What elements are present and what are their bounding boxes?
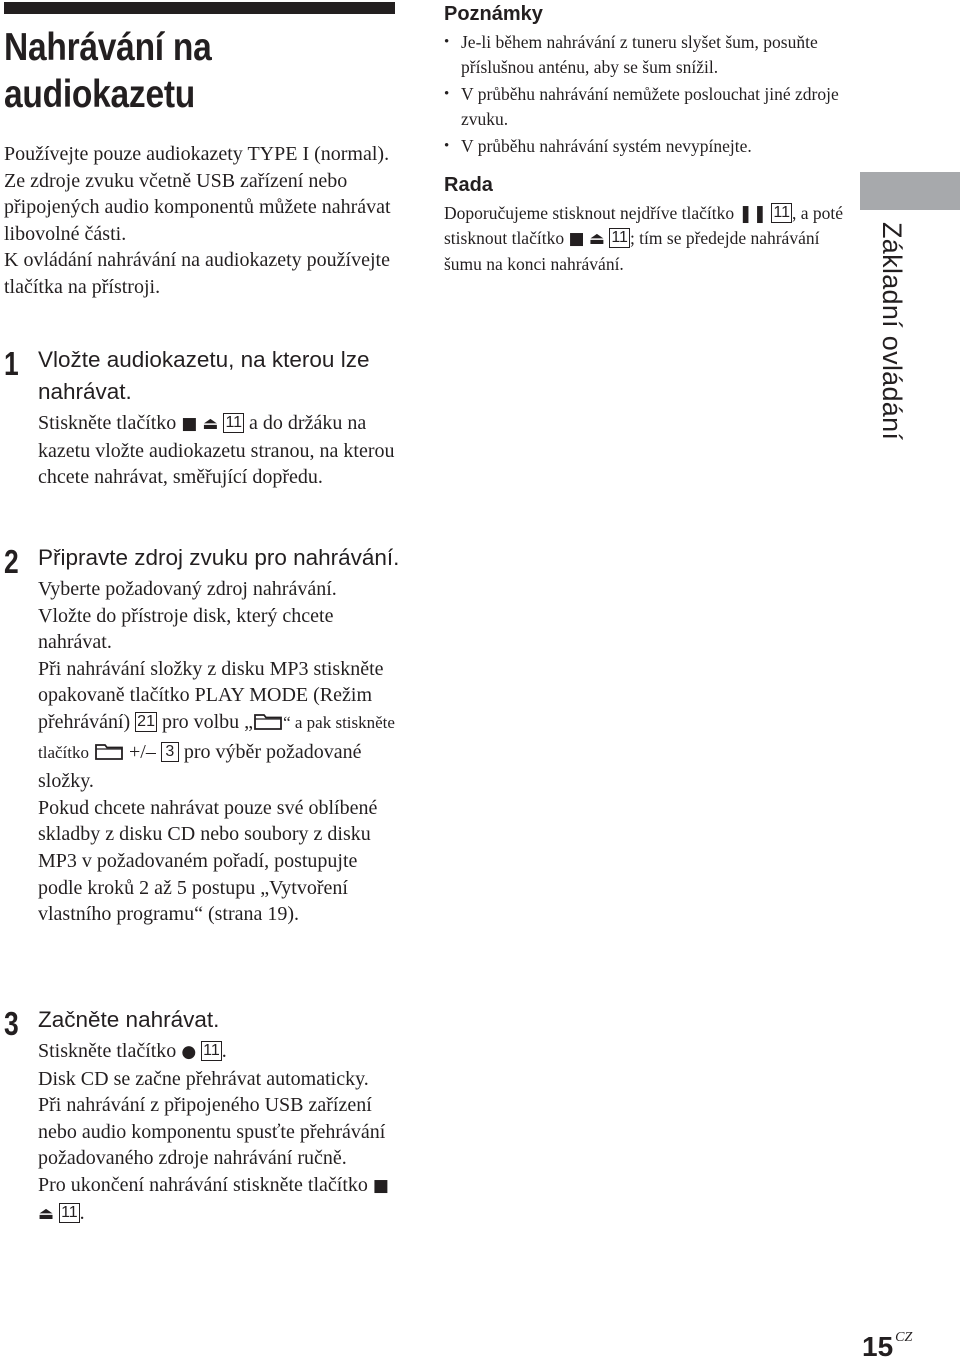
- hint-heading: Rada: [444, 173, 493, 196]
- record-icon: ●: [181, 1042, 197, 1062]
- section-tab: [860, 172, 960, 210]
- button-number: 11: [61, 1203, 78, 1221]
- step-2: [4, 542, 404, 928]
- intro-paragraph: Používejte pouze audiokazety TYPE I (normal).: [4, 143, 390, 165]
- eject-icon: ⏏: [588, 229, 605, 249]
- step-text: Pokud chcete nahrávat pouze své oblíbené skladby z disku CD nebo soubory z disku MP3 v požadovaném pořadí, postupujte podle kroků 2 až 5 postupu „Vytvoření vlastního programu“ (strana 19).: [38, 796, 378, 926]
- folder-icon: [94, 741, 124, 769]
- step-text: Disk CD se začne přehrávat automaticky.: [38, 1067, 369, 1090]
- button-number: 11: [773, 203, 791, 221]
- step-heading: Vložte audiokazetu, na kterou lze nahrávat.: [38, 347, 370, 404]
- step-text: Při nahrávání složky z disku MP3 stiskněte opakovaně tlačítko PLAY MODE (Režim přehrávání) 21 pro volbu „ “ a pak stiskněte tlačítko +/– 3 pro výběr požadované složky.: [38, 657, 395, 793]
- list-item: • Je-li během nahrávání z tuneru slyšet šum, posuňte příslušnou anténu, aby se šum snížil.: [444, 30, 844, 79]
- intro-text: [4, 141, 394, 300]
- step-3: [4, 1004, 404, 1227]
- page-number: 15 $^{CZ}$: [862, 1330, 913, 1362]
- button-number: 11: [611, 229, 628, 246]
- stop-icon: ■: [181, 414, 198, 434]
- step-body: [38, 576, 404, 928]
- list-item: • V průběhu nahrávání nemůžete poslouchat jiné zdroje zvuku.: [444, 82, 844, 131]
- step-heading: Začněte nahrávat.: [38, 1007, 220, 1032]
- eject-icon: ⏏: [38, 1203, 55, 1224]
- button-number: 3: [161, 742, 179, 762]
- notes-list: [444, 30, 844, 159]
- intro-paragraph: Ze zdroje zvuku včetně USB zařízení nebo připojených audio komponentů můžete nahrávat libovolné části.: [4, 169, 391, 245]
- step-1: [4, 344, 404, 491]
- step-text: Stiskněte tlačítko: [38, 412, 177, 434]
- eject-icon: ⏏: [202, 414, 219, 434]
- step-text: Vložte do přístroje disk, který chcete nahrávat.: [38, 604, 334, 654]
- step-text: Vyberte požadovaný zdroj nahrávání.: [38, 578, 337, 600]
- stop-icon: ■: [372, 1175, 389, 1196]
- folder-icon: [253, 711, 283, 739]
- hint-text: Doporučujeme stisknout nejdříve tlačítko ❚❚ 11 , a poté stisknout tlačítko ■ ⏏ 11 ; tím se předejde nahrávání šumu na konci nahrávání.: [444, 202, 844, 274]
- notes-heading: Poznámky: [444, 3, 543, 25]
- step-heading: Připravte zdroj zvuku pro nahrávání.: [38, 545, 400, 570]
- intro-paragraph: K ovládání nahrávání na audiokazety používejte tlačítka na přístroji.: [4, 249, 390, 298]
- step-body: [38, 410, 404, 491]
- step-text: Při nahrávání z připojeného USB zařízení nebo audio komponentu spusťte přehrávání požadovaného zdroje nahrávání ručně.: [38, 1094, 386, 1170]
- notes-column: [444, 0, 844, 276]
- step-number: 1: [4, 345, 19, 382]
- button-number: 21: [137, 712, 155, 730]
- stop-icon: ■: [568, 229, 585, 249]
- step-number: 3: [4, 1005, 19, 1042]
- step-text: a do držáku na kazetu vložte audiokazetu stranou, na kterou chcete nahrávat, směřující dopředu.: [38, 412, 395, 489]
- page-title: Nahrávání na audiokazetu: [4, 26, 212, 116]
- step-text: Pro ukončení nahrávání stiskněte tlačítko ■ ⏏ 11 .: [38, 1173, 389, 1224]
- language-code: CZ: [895, 1330, 913, 1345]
- step-number: 2: [4, 543, 19, 580]
- step-text: Stiskněte tlačítko ● 11 .: [38, 1040, 227, 1062]
- step-body: [38, 1038, 404, 1227]
- section-label: Základní ovládání: [877, 222, 907, 441]
- button-number: 11: [203, 1042, 220, 1059]
- list-item: • V průběhu nahrávání systém nevypínejte.: [444, 134, 844, 159]
- pause-icon: ❚❚: [738, 203, 768, 224]
- button-number: 11: [225, 414, 243, 431]
- header-rule: [4, 2, 395, 14]
